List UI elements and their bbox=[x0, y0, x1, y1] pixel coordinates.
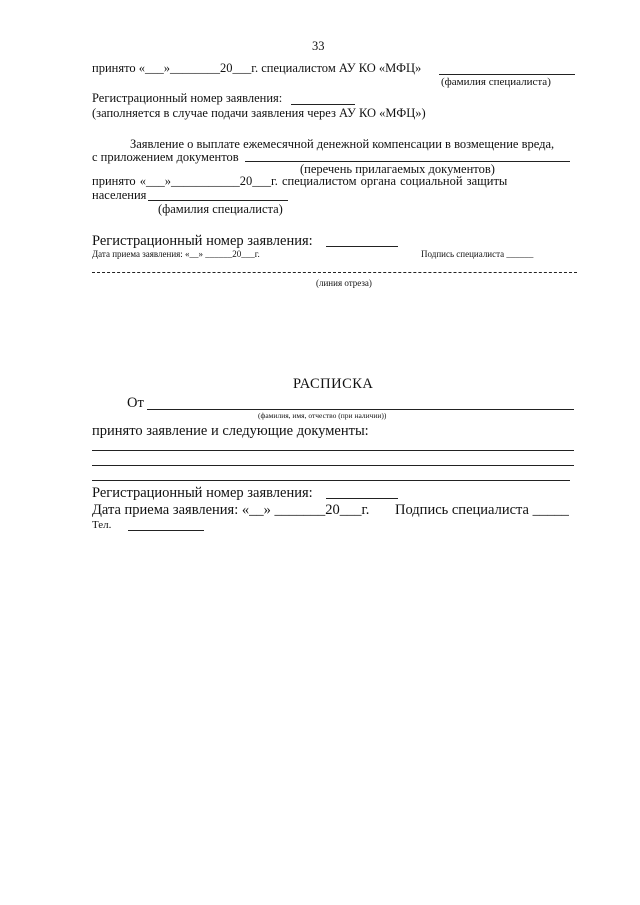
specialist-caption: (фамилия специалиста) bbox=[441, 76, 551, 88]
page-number: 33 bbox=[312, 39, 325, 53]
reg-number-label: Регистрационный номер заявления: bbox=[92, 91, 283, 105]
name-caption: (фамилия, имя, отчество (при наличии)) bbox=[258, 411, 387, 420]
accepted-line: принято «___»________20___г. специалистом АУ КО «МФЦ» bbox=[92, 61, 422, 75]
from-label: От bbox=[127, 395, 144, 411]
phone-label: Тел. bbox=[92, 519, 112, 531]
reg-number-blank-3 bbox=[326, 498, 398, 499]
documents-caption: (перечень прилагаемых документов) bbox=[300, 162, 495, 176]
mfc-note: (заполняется в случае подачи заявления через АУ КО «МФЦ») bbox=[92, 106, 426, 120]
statement-line-1: Заявление о выплате ежемесячной денежной компенсации в возмещение вреда, bbox=[130, 137, 555, 151]
date-received-2: Дата приема заявления: «__» _______20___г. bbox=[92, 502, 370, 518]
signature-specialist-2: Подпись специалиста _____ bbox=[395, 502, 569, 518]
cut-line-caption: (линия отреза) bbox=[316, 278, 372, 288]
reg-number-blank bbox=[291, 104, 355, 105]
docs-blank-line-3 bbox=[92, 480, 570, 481]
cut-line bbox=[92, 272, 577, 273]
reg-number-label-2: Регистрационный номер заявления: bbox=[92, 233, 313, 249]
docs-blank-line-2 bbox=[92, 465, 574, 466]
reg-number-label-3: Регистрационный номер заявления: bbox=[92, 485, 313, 501]
statement-line-2: с приложением документов bbox=[92, 150, 239, 164]
name-blank-line bbox=[147, 409, 574, 410]
signature-specialist: Подпись специалиста ______ bbox=[421, 249, 534, 259]
docs-blank-line-1 bbox=[92, 450, 574, 451]
phone-blank-line bbox=[128, 530, 204, 531]
accepted-docs: принято заявление и следующие документы: bbox=[92, 423, 369, 439]
specialist-blank-line-2 bbox=[148, 200, 288, 201]
population-label: населения bbox=[92, 188, 147, 202]
receipt-title: РАСПИСКА bbox=[293, 376, 374, 392]
specialist-blank-line bbox=[439, 74, 575, 75]
date-received: Дата приема заявления: «__» ______20___г. bbox=[92, 249, 260, 259]
reg-number-blank-2 bbox=[326, 246, 398, 247]
specialist-caption-2: (фамилия специалиста) bbox=[158, 202, 283, 216]
accepted-line-social: принято «___»___________20___г. специалистом органа социальной защиты bbox=[92, 174, 508, 188]
